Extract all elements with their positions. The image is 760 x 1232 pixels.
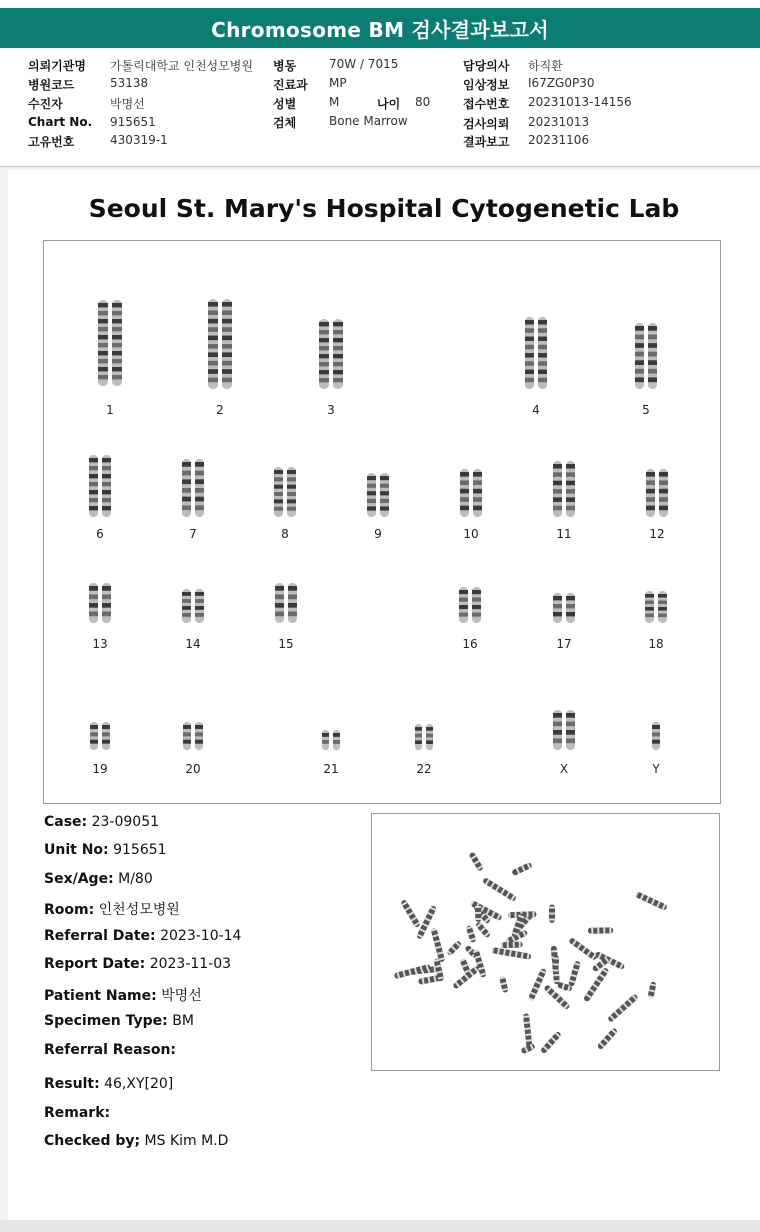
chromosome-label: 1	[106, 403, 114, 417]
top-strip	[0, 0, 760, 8]
case-field-value: 915651	[108, 842, 167, 858]
info-label: 임상정보	[463, 78, 510, 92]
chromosome-pair-15	[275, 583, 297, 623]
metaphase-chromosome	[607, 993, 639, 1022]
info-value: 하직환	[528, 59, 563, 73]
metaphase-chromosome	[568, 960, 581, 986]
metaphase-chromosome	[431, 928, 446, 963]
chromosome-pair-X	[553, 710, 575, 750]
metaphase-chromosome	[482, 877, 517, 902]
info-value: MP	[329, 76, 347, 90]
case-field-value: BM	[167, 1013, 194, 1029]
info-label: 나이	[377, 97, 401, 111]
chromosome-pair-16	[459, 587, 481, 623]
metaphase-chromosome	[511, 862, 533, 876]
case-field	[44, 871, 153, 887]
info-label: 수진자	[28, 97, 63, 111]
case-field	[44, 1105, 110, 1121]
chromosome-pair-10	[460, 469, 482, 517]
info-value: 가톨릭대학교 인천성모병원	[110, 59, 253, 73]
metaphase-chromosome	[588, 927, 613, 933]
chromosome-pair-13	[89, 583, 111, 623]
patient-info-panel	[0, 48, 760, 167]
metaphase-chromosome	[528, 968, 547, 1002]
chromosome-pair-18	[645, 591, 667, 623]
case-field-label: Checked by;	[44, 1133, 141, 1149]
chromosome-pair-3	[319, 319, 343, 389]
case-field-value: 23-09051	[87, 814, 160, 830]
chromosome-label: 22	[416, 762, 432, 776]
info-value: 915651	[110, 115, 156, 129]
info-value: 70W / 7015	[329, 57, 399, 71]
metaphase-chromosome	[400, 899, 421, 928]
case-field	[44, 1133, 228, 1149]
info-label: 병동	[273, 59, 297, 73]
chromosome-pair-14	[182, 589, 204, 623]
chromosome-label: 18	[648, 637, 664, 651]
case-field-label: Referral Date:	[44, 928, 156, 944]
chromosome-label: 20	[185, 762, 201, 776]
chromosome-pair-7	[182, 459, 204, 517]
chromosome-pair-22	[415, 724, 433, 750]
case-field	[44, 814, 159, 830]
metaphase-chromosome	[501, 942, 523, 949]
metaphase-spread-image	[372, 814, 719, 1070]
cytogenetic-report	[8, 170, 760, 1220]
info-value: Bone Marrow	[329, 114, 408, 128]
info-label: 접수번호	[463, 97, 510, 111]
chromosome-label: 10	[463, 527, 479, 541]
chromosome-pair-19	[90, 722, 110, 750]
info-label: Chart No.	[28, 115, 93, 129]
info-label: 고유번호	[28, 135, 75, 149]
case-field-label: Unit No:	[44, 842, 109, 858]
case-field-value: MS Kim M.D	[140, 1133, 229, 1149]
metaphase-chromosome	[475, 906, 482, 923]
report-title-bar	[0, 8, 760, 48]
chromosome-label: 12	[649, 527, 665, 541]
metaphase-chromosome	[499, 976, 508, 993]
case-field-value: 46,XY[20]	[99, 1076, 174, 1092]
chromosome-label: 7	[189, 527, 197, 541]
chromosome-pair-12	[646, 469, 668, 517]
metaphase-chromosome	[568, 937, 598, 961]
chromosome-pair-8	[274, 467, 296, 517]
case-field-label: Patient Name:	[44, 988, 157, 1004]
case-field-value: M/80	[113, 871, 153, 887]
chromosome-label: 2	[216, 403, 224, 417]
chromosome-label: 21	[323, 762, 339, 776]
metaphase-chromosome	[549, 905, 555, 923]
info-value: 20231013	[528, 115, 590, 129]
chromosome-pair-17	[553, 593, 575, 623]
chromosome-label: 19	[92, 762, 108, 776]
case-field	[44, 1076, 173, 1092]
case-field-label: Sex/Age:	[44, 871, 114, 887]
info-value: I67ZG0P30	[528, 76, 595, 90]
chromosome-label: 9	[374, 527, 382, 541]
case-field	[44, 928, 241, 944]
chromosome-pair-6	[89, 455, 111, 517]
info-value: 박명선	[110, 97, 145, 111]
metaphase-image	[371, 813, 720, 1071]
info-value: 430319-1	[110, 133, 168, 147]
case-field-value: 박명선	[156, 988, 202, 1004]
chromosome-label: X	[559, 762, 569, 776]
chromosome-label: 13	[92, 637, 108, 651]
metaphase-chromosome	[468, 851, 483, 871]
chromosome-label: 11	[556, 527, 572, 541]
case-field	[44, 899, 180, 919]
chromosome-label: 16	[462, 637, 478, 651]
karyogram-panel	[43, 240, 721, 804]
case-field-label: Report Date:	[44, 956, 146, 972]
info-label: 진료과	[273, 78, 308, 92]
info-label: 병원코드	[28, 78, 75, 92]
metaphase-chromosome	[634, 891, 667, 911]
info-label: 성별	[273, 97, 297, 111]
metaphase-chromosome	[475, 921, 491, 939]
case-field	[44, 842, 167, 858]
case-field-label: Referral Reason:	[44, 1042, 177, 1058]
case-field-label: Remark:	[44, 1105, 111, 1121]
metaphase-chromosome	[597, 1027, 619, 1050]
case-field-value: 2023-10-14	[155, 928, 242, 944]
metaphase-chromosome	[647, 981, 656, 998]
info-value: 20231106	[528, 133, 590, 147]
case-field	[44, 985, 202, 1005]
chromosome-label: 14	[185, 637, 201, 651]
metaphase-chromosome	[552, 955, 559, 972]
chromosome-pair-9	[367, 473, 389, 517]
bottom-strip	[0, 1220, 760, 1232]
info-label: 결과보고	[463, 135, 510, 149]
metaphase-chromosome	[466, 925, 477, 943]
info-label: 검사의뢰	[463, 117, 510, 131]
chromosome-label: 15	[278, 637, 294, 651]
chromosome-label: Y	[652, 762, 660, 776]
chromosome-label: 5	[642, 403, 650, 417]
case-field-label: Case:	[44, 814, 88, 830]
case-field-label: Room:	[44, 902, 95, 918]
chromosome-label: 8	[281, 527, 289, 541]
info-label: 담당의사	[463, 59, 510, 73]
chromosome-pair-20	[183, 722, 203, 750]
chromosome-label: 3	[327, 403, 335, 417]
chromosome-label: 6	[96, 527, 104, 541]
case-field	[44, 956, 231, 972]
case-field-label: Result:	[44, 1076, 100, 1092]
chromosome-pair-2	[208, 299, 232, 389]
chromosome-pair-5	[635, 323, 657, 389]
metaphase-chromosome	[540, 1031, 562, 1055]
info-value: 80	[415, 95, 431, 109]
karyogram-image	[44, 241, 720, 803]
chromosome-pair-21	[322, 730, 340, 750]
chromosome-pair-4	[525, 317, 547, 389]
metaphase-chromosome	[491, 947, 531, 960]
metaphase-chromosome	[446, 940, 462, 956]
chromosome-pair-1	[98, 300, 122, 386]
info-value: M	[329, 95, 340, 109]
case-field-label: Specimen Type:	[44, 1013, 168, 1029]
metaphase-chromosome	[583, 967, 610, 1003]
case-field	[44, 1042, 176, 1058]
info-value: 53138	[110, 76, 149, 90]
info-label: 검체	[273, 116, 297, 130]
info-label: 의뢰기관명	[28, 59, 86, 73]
chromosome-pair-11	[553, 461, 575, 517]
chromosome-y	[652, 722, 660, 750]
case-field-value: 2023-11-03	[145, 956, 232, 972]
info-value: 20231013-14156	[528, 95, 632, 109]
chromosome-label: 17	[556, 637, 572, 651]
chromosome-label: 4	[532, 403, 540, 417]
case-field-value: 인천성모병원	[94, 902, 180, 918]
case-field	[44, 1013, 194, 1029]
report-title: Chromosome BM 검사결과보고서	[211, 17, 549, 42]
lab-title: Seoul St. Mary's Hospital Cytogenetic Lab	[88, 194, 680, 223]
